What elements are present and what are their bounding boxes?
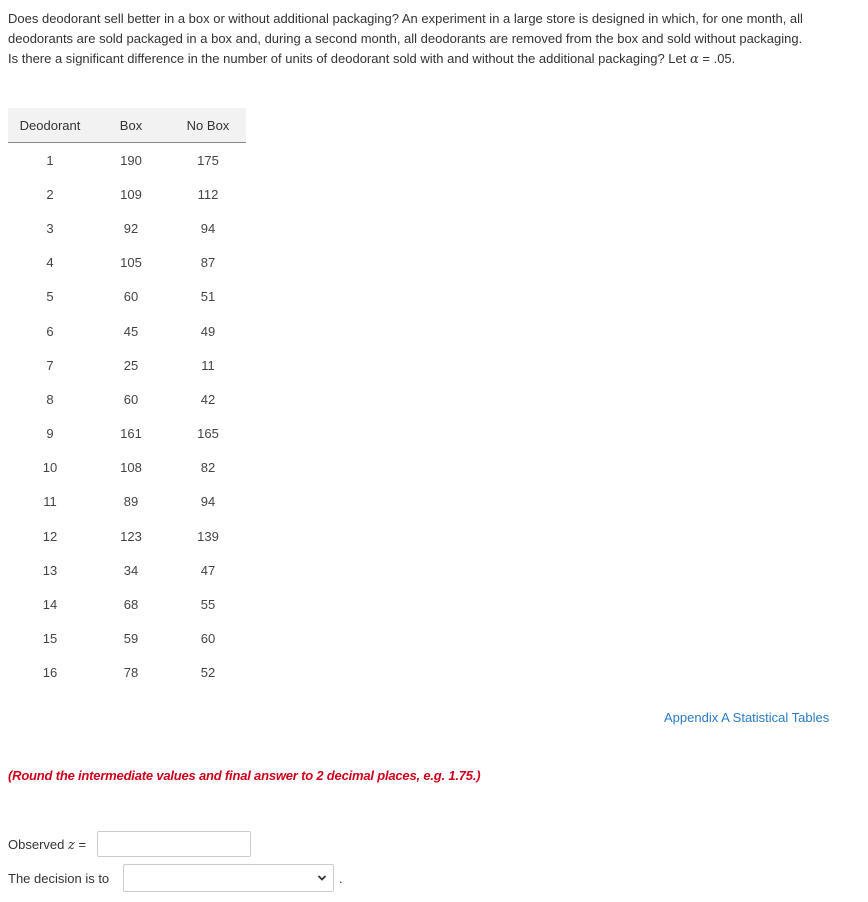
table-row (8, 622, 246, 656)
table-row (8, 143, 246, 178)
table-row (8, 417, 246, 451)
cell-deodorant: 6 (46, 323, 54, 339)
cell-box: 109 (120, 186, 142, 202)
cell-no-box: 175 (197, 152, 219, 168)
cell-box: 78 (123, 665, 139, 681)
cell-no-box: 11 (201, 357, 215, 373)
cell-box: 45 (123, 323, 139, 339)
table-header-row (8, 108, 246, 143)
cell-no-box: 82 (200, 460, 216, 476)
cell-no-box: 139 (197, 528, 219, 544)
table-row (8, 553, 246, 587)
cell-no-box: 87 (200, 255, 216, 271)
cell-box: 89 (123, 494, 139, 510)
cell-deodorant: 12 (42, 528, 58, 544)
cell-no-box: 49 (200, 323, 216, 339)
question-text: Does deodorant sell better in a box or without additional packaging? An experiment in a large store is designed in which, for one month, all deodorants are sold packaged in a box and, during a second month, all deodorants are removed from the box and sold without packaging. Is there a significant difference in the number of units of deodorant sold with and without the additional packaging? Let α = .05. (8, 11, 803, 67)
cell-box: 34 (123, 562, 139, 578)
table-row (8, 246, 246, 280)
decision-trailing-period: . (339, 871, 343, 886)
cell-deodorant: 8 (46, 391, 54, 407)
cell-box: 68 (123, 597, 139, 613)
cell-deodorant: 5 (46, 289, 54, 305)
cell-deodorant: 15 (42, 631, 58, 647)
data-table (8, 108, 246, 690)
cell-box: 190 (120, 152, 142, 168)
cell-box: 59 (123, 631, 139, 647)
cell-no-box: 94 (200, 494, 216, 510)
table-row (8, 587, 246, 621)
cell-box: 25 (123, 357, 139, 373)
cell-no-box: 60 (200, 631, 216, 647)
observed-z-input[interactable] (97, 831, 251, 857)
cell-box: 60 (123, 391, 139, 407)
decision-row (8, 864, 109, 892)
table-row (8, 280, 246, 314)
table-row (8, 519, 246, 553)
cell-deodorant: 10 (42, 460, 58, 476)
decision-label: The decision is to (8, 870, 110, 886)
table-row (8, 451, 246, 485)
observed-z-label: Observed z = (8, 837, 87, 853)
cell-box: 161 (120, 426, 142, 442)
cell-no-box: 165 (197, 426, 219, 442)
table-row (8, 211, 246, 245)
cell-deodorant: 1 (46, 152, 54, 168)
cell-no-box: 51 (200, 289, 216, 305)
header-box: Box (92, 108, 170, 143)
table-row (8, 656, 246, 690)
cell-deodorant: 7 (46, 357, 54, 373)
alpha-symbol: α (689, 52, 699, 67)
cell-deodorant: 4 (46, 255, 54, 271)
cell-deodorant: 11 (43, 494, 57, 510)
observed-z-row (8, 831, 97, 859)
table-row (8, 177, 246, 211)
cell-no-box: 112 (197, 186, 219, 202)
rounding-instruction: (Round the intermediate values and final answer to 2 decimal places, e.g. 1.75.) (8, 768, 481, 783)
table-row (8, 314, 246, 348)
decision-select[interactable] (123, 864, 334, 892)
cell-box: 105 (120, 255, 142, 271)
appendix-link[interactable]: Appendix A Statistical Tables (664, 710, 830, 725)
cell-deodorant: 16 (42, 665, 58, 681)
header-no-box: No Box (170, 108, 246, 143)
cell-no-box: 94 (200, 220, 216, 236)
cell-box: 123 (120, 528, 142, 544)
cell-deodorant: 2 (46, 186, 54, 202)
cell-no-box: 52 (200, 665, 216, 681)
cell-deodorant: 13 (42, 562, 58, 578)
cell-no-box: 55 (200, 597, 216, 613)
cell-box: 108 (120, 460, 142, 476)
cell-deodorant: 9 (46, 426, 54, 442)
table-row (8, 348, 246, 382)
cell-deodorant: 14 (42, 597, 58, 613)
table-row (8, 382, 246, 416)
header-deodorant: Deodorant (8, 108, 92, 143)
table-row (8, 485, 246, 519)
chevron-down-icon (317, 873, 327, 883)
cell-no-box: 47 (200, 562, 216, 578)
cell-box: 92 (123, 220, 139, 236)
cell-deodorant: 3 (46, 220, 54, 236)
cell-box: 60 (123, 289, 139, 305)
cell-no-box: 42 (200, 391, 216, 407)
